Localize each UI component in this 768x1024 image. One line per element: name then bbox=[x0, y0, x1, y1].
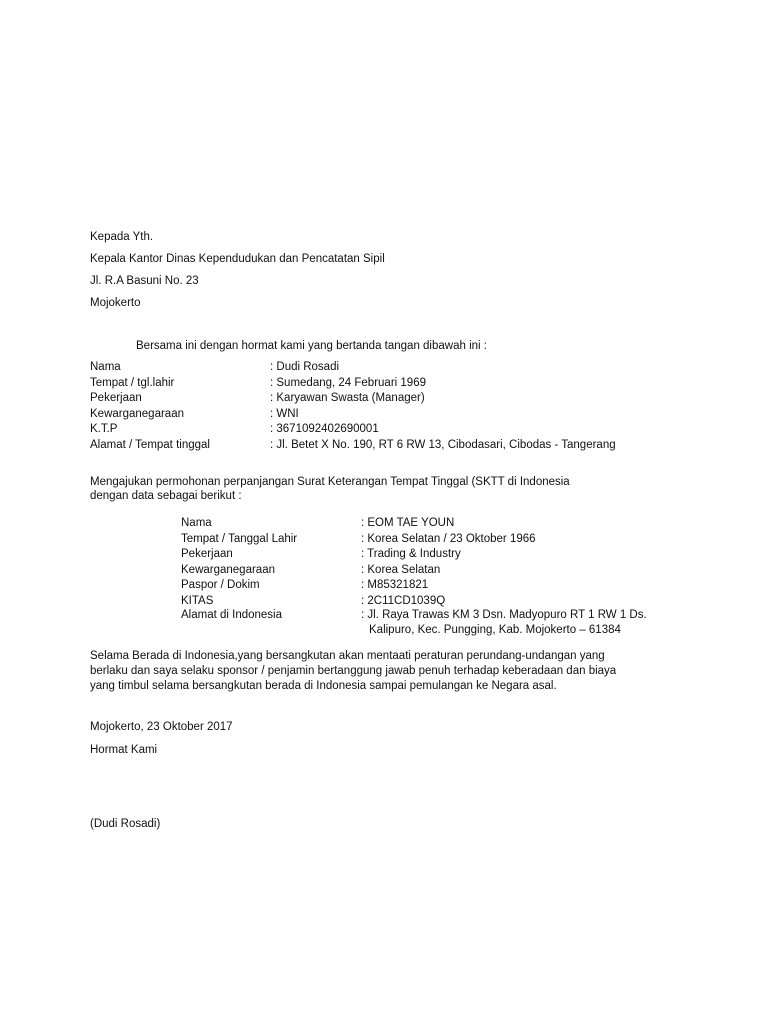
foreigner-label: KITAS bbox=[181, 594, 214, 607]
request-line-2: dengan data sebagai berikut : bbox=[90, 490, 242, 502]
applicant-value: : WNI bbox=[270, 407, 299, 420]
foreigner-label: Pekerjaan bbox=[181, 548, 233, 560]
closing: Hormat Kami bbox=[90, 744, 158, 756]
applicant-value: : Sumedang, 24 Februari 1969 bbox=[270, 376, 426, 389]
applicant-label: Kewarganegaraan bbox=[90, 407, 184, 420]
statement-line-2: berlaku dan saya selaku sponsor / penjamin bertanggung jawab penuh terhadap keberadaan dan biaya bbox=[90, 665, 617, 677]
foreigner-label: Kewarganegaraan bbox=[181, 563, 275, 576]
foreigner-value: : 2C11CD1039Q bbox=[361, 594, 446, 607]
foreigner-label: Tempat / Tanggal Lahir bbox=[181, 532, 298, 545]
foreigner-label: Paspor / Dokim bbox=[181, 579, 260, 591]
applicant-label: Tempat / tgl.lahir bbox=[90, 376, 175, 389]
place-date: Mojokerto, 23 Oktober 2017 bbox=[90, 721, 233, 733]
applicant-value: : Karyawan Swasta (Manager) bbox=[270, 392, 425, 404]
foreigner-label: Alamat di Indonesia bbox=[181, 609, 283, 621]
request-line-1: Mengajukan permohonan perpanjangan Surat Keterangan Tempat Tinggal (SKTT di Indonesia bbox=[90, 476, 570, 488]
recipient-line-2: Kepala Kantor Dinas Kependudukan dan Pencatatan Sipil bbox=[90, 253, 385, 265]
foreigner-label: Nama bbox=[181, 517, 212, 529]
foreigner-value: : EOM TAE YOUN bbox=[361, 517, 455, 529]
applicant-label: K.T.P bbox=[90, 423, 118, 435]
applicant-value: : Dudi Rosadi bbox=[270, 361, 340, 373]
applicant-value: : 3671092402690001 bbox=[270, 423, 379, 435]
foreigner-value: : Korea Selatan bbox=[361, 563, 441, 576]
foreigner-value: : Jl. Raya Trawas KM 3 Dsn. Madyopuro RT 1 RW 1 Ds. bbox=[361, 609, 647, 621]
foreigner-value: : Korea Selatan / 23 Oktober 1966 bbox=[361, 532, 536, 545]
foreigner-value: : M85321821 bbox=[361, 579, 429, 591]
statement-line-3: yang timbul selama bersangkutan berada di Indonesia sampai pemulangan ke Negara asal. bbox=[90, 680, 557, 692]
applicant-value: : Jl. Betet X No. 190, RT 6 RW 13, Cibodasari, Cibodas - Tangerang bbox=[270, 438, 616, 451]
foreigner-value: : Trading & Industry bbox=[361, 548, 461, 560]
statement-line-1: Selama Berada di Indonesia,yang bersangkutan akan mentaati peraturan perundang-undangan yang bbox=[90, 650, 605, 662]
recipient-line-3: Jl. R.A Basuni No. 23 bbox=[90, 275, 199, 287]
applicant-label: Pekerjaan bbox=[90, 392, 142, 404]
signature-name: (Dudi Rosadi) bbox=[90, 818, 161, 830]
applicant-label: Alamat / Tempat tinggal bbox=[90, 438, 210, 451]
recipient-line-1: Kepada Yth. bbox=[90, 231, 154, 243]
recipient-line-4: Mojokerto bbox=[90, 297, 141, 309]
intro-text: Bersama ini dengan hormat kami yang bertanda tangan dibawah ini : bbox=[136, 340, 487, 352]
foreigner-value-continued: Kalipuro, Kec. Pungging, Kab. Mojokerto – 61384 bbox=[369, 624, 621, 636]
applicant-label: Nama bbox=[90, 361, 121, 373]
